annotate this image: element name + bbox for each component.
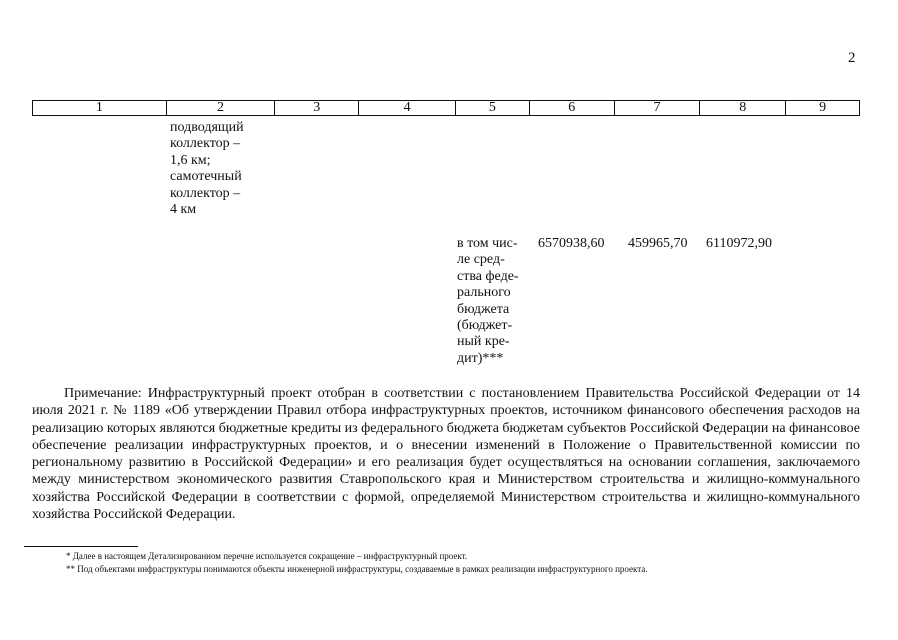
column-header-4: 4: [359, 101, 456, 115]
column-header-9: 9: [819, 100, 827, 115]
footnote-2: ** Под объектами инфраструктуры понимаются объекты инженерной инфраструктуры, создаваемые в рамках реализации инфраструктурного проекта.: [66, 564, 648, 574]
table-cell-col6-value: 6570938,60: [538, 236, 605, 251]
table-cell-col5: в том чис- ле сред- ства феде- рального бюджета (бюджет- ный кре- дит)***: [457, 236, 519, 366]
column-header-6: 6: [530, 101, 615, 115]
column-header-8: 8: [700, 101, 786, 115]
footnote-divider: [24, 546, 138, 547]
column-header-2: 2: [167, 101, 276, 115]
table-cell-col2: подводящий коллектор – 1,6 км; самотечный коллектор – 4 км: [170, 120, 244, 218]
table-cell-col7-value: 459965,70: [628, 236, 688, 251]
footnote-1: * Далее в настоящем Детализированном перечне используется сокращение – инфраструктурный проект.: [66, 551, 468, 561]
note-paragraph: Примечание: Инфраструктурный проект отобран в соответствии с постановлением Правительства Российской Федерации от 14 июля 2021 г. № 1189 «Об утверждении Правил отбора инфраструктурных проектов, источником финансового обеспечения расходов на реализацию которых являются бюджетные кредиты из федерального бюджета бюджетам субъектов Российской Федерации на финансовое обеспечение реализации инфраструктурных проектов, и о внесении изменений в Положение о Правительственной комиссии по региональному развитию в Российской Федерации» и его реализация будет осуществляться на основании соглашения, заключаемого между министерством экономического развития Ставропольского края и Министерством строительства и жилищно-коммунального хозяйства Российской Федерации в соответствии с формой, определяемой Министерством строительства и жилищно-коммунального хозяйства Российской Федерации.: [32, 386, 860, 523]
table-header-row: [32, 100, 860, 116]
column-header-7: 7: [615, 101, 701, 115]
column-header-3: 3: [275, 101, 359, 115]
column-header-1: 1: [33, 101, 167, 115]
column-header-5: 5: [456, 101, 530, 115]
table-cell-col8-value: 6110972,90: [706, 236, 772, 251]
page-number: 2: [848, 50, 856, 66]
